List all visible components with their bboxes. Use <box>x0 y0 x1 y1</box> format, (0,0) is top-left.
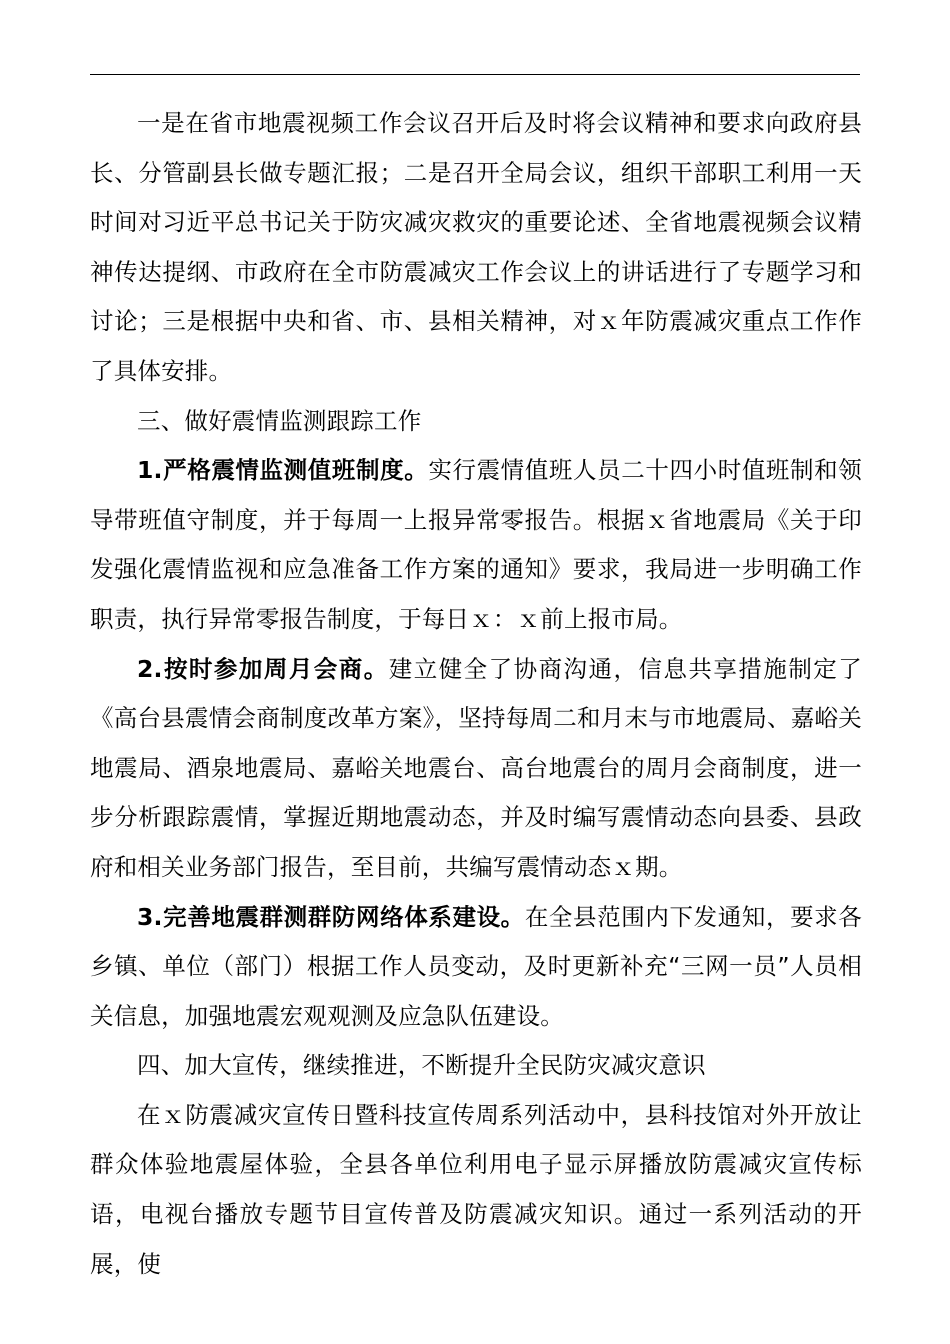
paragraph-item-1 <box>90 446 862 644</box>
header-rule <box>90 74 860 75</box>
paragraph-lead: 3.完善地震群测群防网络体系建设。 <box>137 902 525 931</box>
paragraph-1 <box>90 99 862 397</box>
document-body <box>90 99 862 1289</box>
paragraph-item-3 <box>90 893 862 1042</box>
paragraph-text: 三、做好震情监测跟踪工作 <box>137 406 422 435</box>
section-heading-4 <box>90 1041 862 1091</box>
paragraph-lead: 2.按时参加周月会商。 <box>137 654 389 683</box>
paragraph-lead: 1.严格震情监测值班制度。 <box>137 456 429 485</box>
paragraph-text: 建立健全了协商沟通，信息共享措施制定了《高台县震情会商制度改革方案》，坚持每周二和月末与市地震局、嘉峪关地震局、酒泉地震局、嘉峪关地震台、高台地震台的周月会商制度，进一步分析跟踪震情，掌握近期地震动态，并及时编写震情动态向县委、县政府和相关业务部门报告，至目前，共编写震情动态ｘ期。 <box>90 654 862 881</box>
paragraph-text: 四、加大宣传，继续推进，不断提升全民防灾减灾意识 <box>137 1051 706 1080</box>
paragraph-item-2 <box>90 645 862 893</box>
section-heading-3 <box>90 397 862 447</box>
paragraph-last <box>90 1091 862 1289</box>
paragraph-text: 在全县范围内下发通知，要求各乡镇、单位（部门）根据工作人员变动，及时更新补充“三网一员”人员相关信息，加强地震宏观观测及应急队伍建设。 <box>90 902 862 1030</box>
paragraph-text: 在ｘ防震减灾宣传日暨科技宣传周系列活动中，县科技馆对外开放让群众体验地震屋体验，全县各单位利用电子显示屏播放防震减灾宣传标语，电视台播放专题节目宣传普及防震减灾知识。通过一系列活动的开展，使 <box>90 1100 862 1278</box>
paragraph-text: 实行震情值班人员二十四小时值班制和领导带班值守制度，并于每周一上报异常零报告。根据ｘ省地震局《关于印发强化震情监视和应急准备工作方案的通知》要求，我局进一步明确工作职责，执行异常零报告制度，于每日ｘ：ｘ前上报市局。 <box>90 456 862 633</box>
paragraph-text: 一是在省市地震视频工作会议召开后及时将会议精神和要求向政府县长、分管副县长做专题汇报；二是召开全局会议，组织干部职工利用一天时间对习近平总书记关于防灾减灾救灾的重要论述、全省地震视频会议精神传达提纲、市政府在全市防震减灾工作会议上的讲话进行了专题学习和讨论；三是根据中央和省、市、县相关精神，对ｘ年防震减灾重点工作作了具体安排。 <box>90 109 862 385</box>
